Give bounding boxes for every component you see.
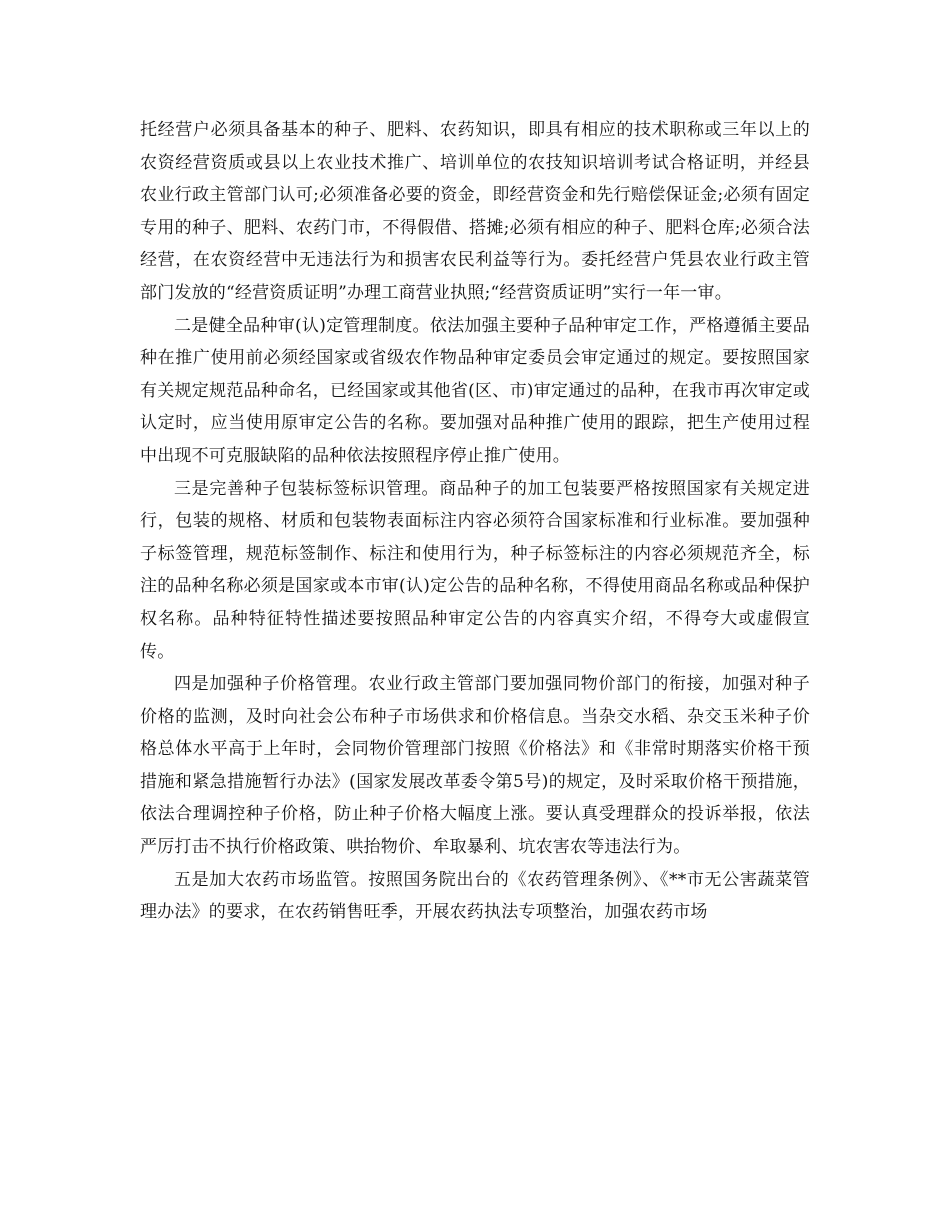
document-body — [140, 114, 810, 929]
paragraph-variety-approval: 二是健全品种审(认)定管理制度。依法加强主要种子品种审定工作，严格遵循主要品种在推广使用前必须经国家或省级农作物品种审定委员会审定通过的规定。要按照国家有关规定规范品种命名，已经国家或其他省(区、市)审定通过的品种，在我市再次审定或认定时，应当使用原审定公告的名称。要加强对品种推广使用的跟踪，把生产使用过程中出现不可克服缺陷的品种依法按照程序停止推广使用。 — [140, 315, 810, 466]
paragraph-continued: 托经营户必须具备基本的种子、肥料、农药知识，即具有相应的技术职称或三年以上的农资经营资质或县以上农业技术推广、培训单位的农技知识培训考试合格证明，并经县农业行政主管部门认可;必须准备必要的资金，即经营资金和先行赔偿保证金;必须有固定专用的种子、肥料、农药门市，不得假借、搭摊;必须有相应的种子、肥料仓库;必须合法经营，在农资经营中无违法行为和损害农民利益等行为。委托经营户凭县农业行政主管部门发放的“经营资质证明”办理工商营业执照;“经营资质证明”实行一年一审。 — [140, 120, 810, 303]
paragraph-pesticide-supervision: 五是加大农药市场监管。按照国务院出台的《农药管理条例》、《**市无公害蔬菜管理办法》的要求，在农药销售旺季，开展农药执法专项整治，加强农药市场 — [140, 869, 810, 923]
paragraph-seed-pricing: 四是加强种子价格管理。农业行政主管部门要加强同物价部门的衔接，加强对种子价格的监测，及时向社会公布种子市场供求和价格信息。当杂交水稻、杂交玉米种子价格总体水平高于上年时，会同物价管理部门按照《价格法》和《非常时期落实价格干预措施和紧急措施暂行办法》(国家发展改革委令第5号)的规定，及时采取价格干预措施，依法合理调控种子价格，防止种子价格大幅度上涨。要认真受理群众的投诉举报，依法严厉打击不执行价格政策、哄抬物价、牟取暴利、坑农害农等违法行为。 — [140, 674, 810, 858]
paragraph-seed-labeling: 三是完善种子包装标签标识管理。商品种子的加工包装要严格按照国家有关规定进行，包装的规格、材质和包装物表面标注内容必须符合国家标准和行业标准。要加强种子标签管理，规范标签制作、标注和使用行为，种子标签标注的内容必须规范齐全，标注的品种名称必须是国家或本市审(认)定公告的品种名称，不得使用商品名称或品种保护权名称。品种特征特性描述要按照品种审定公告的内容真实介绍，不得夸大或虚假宣传。 — [140, 478, 810, 662]
